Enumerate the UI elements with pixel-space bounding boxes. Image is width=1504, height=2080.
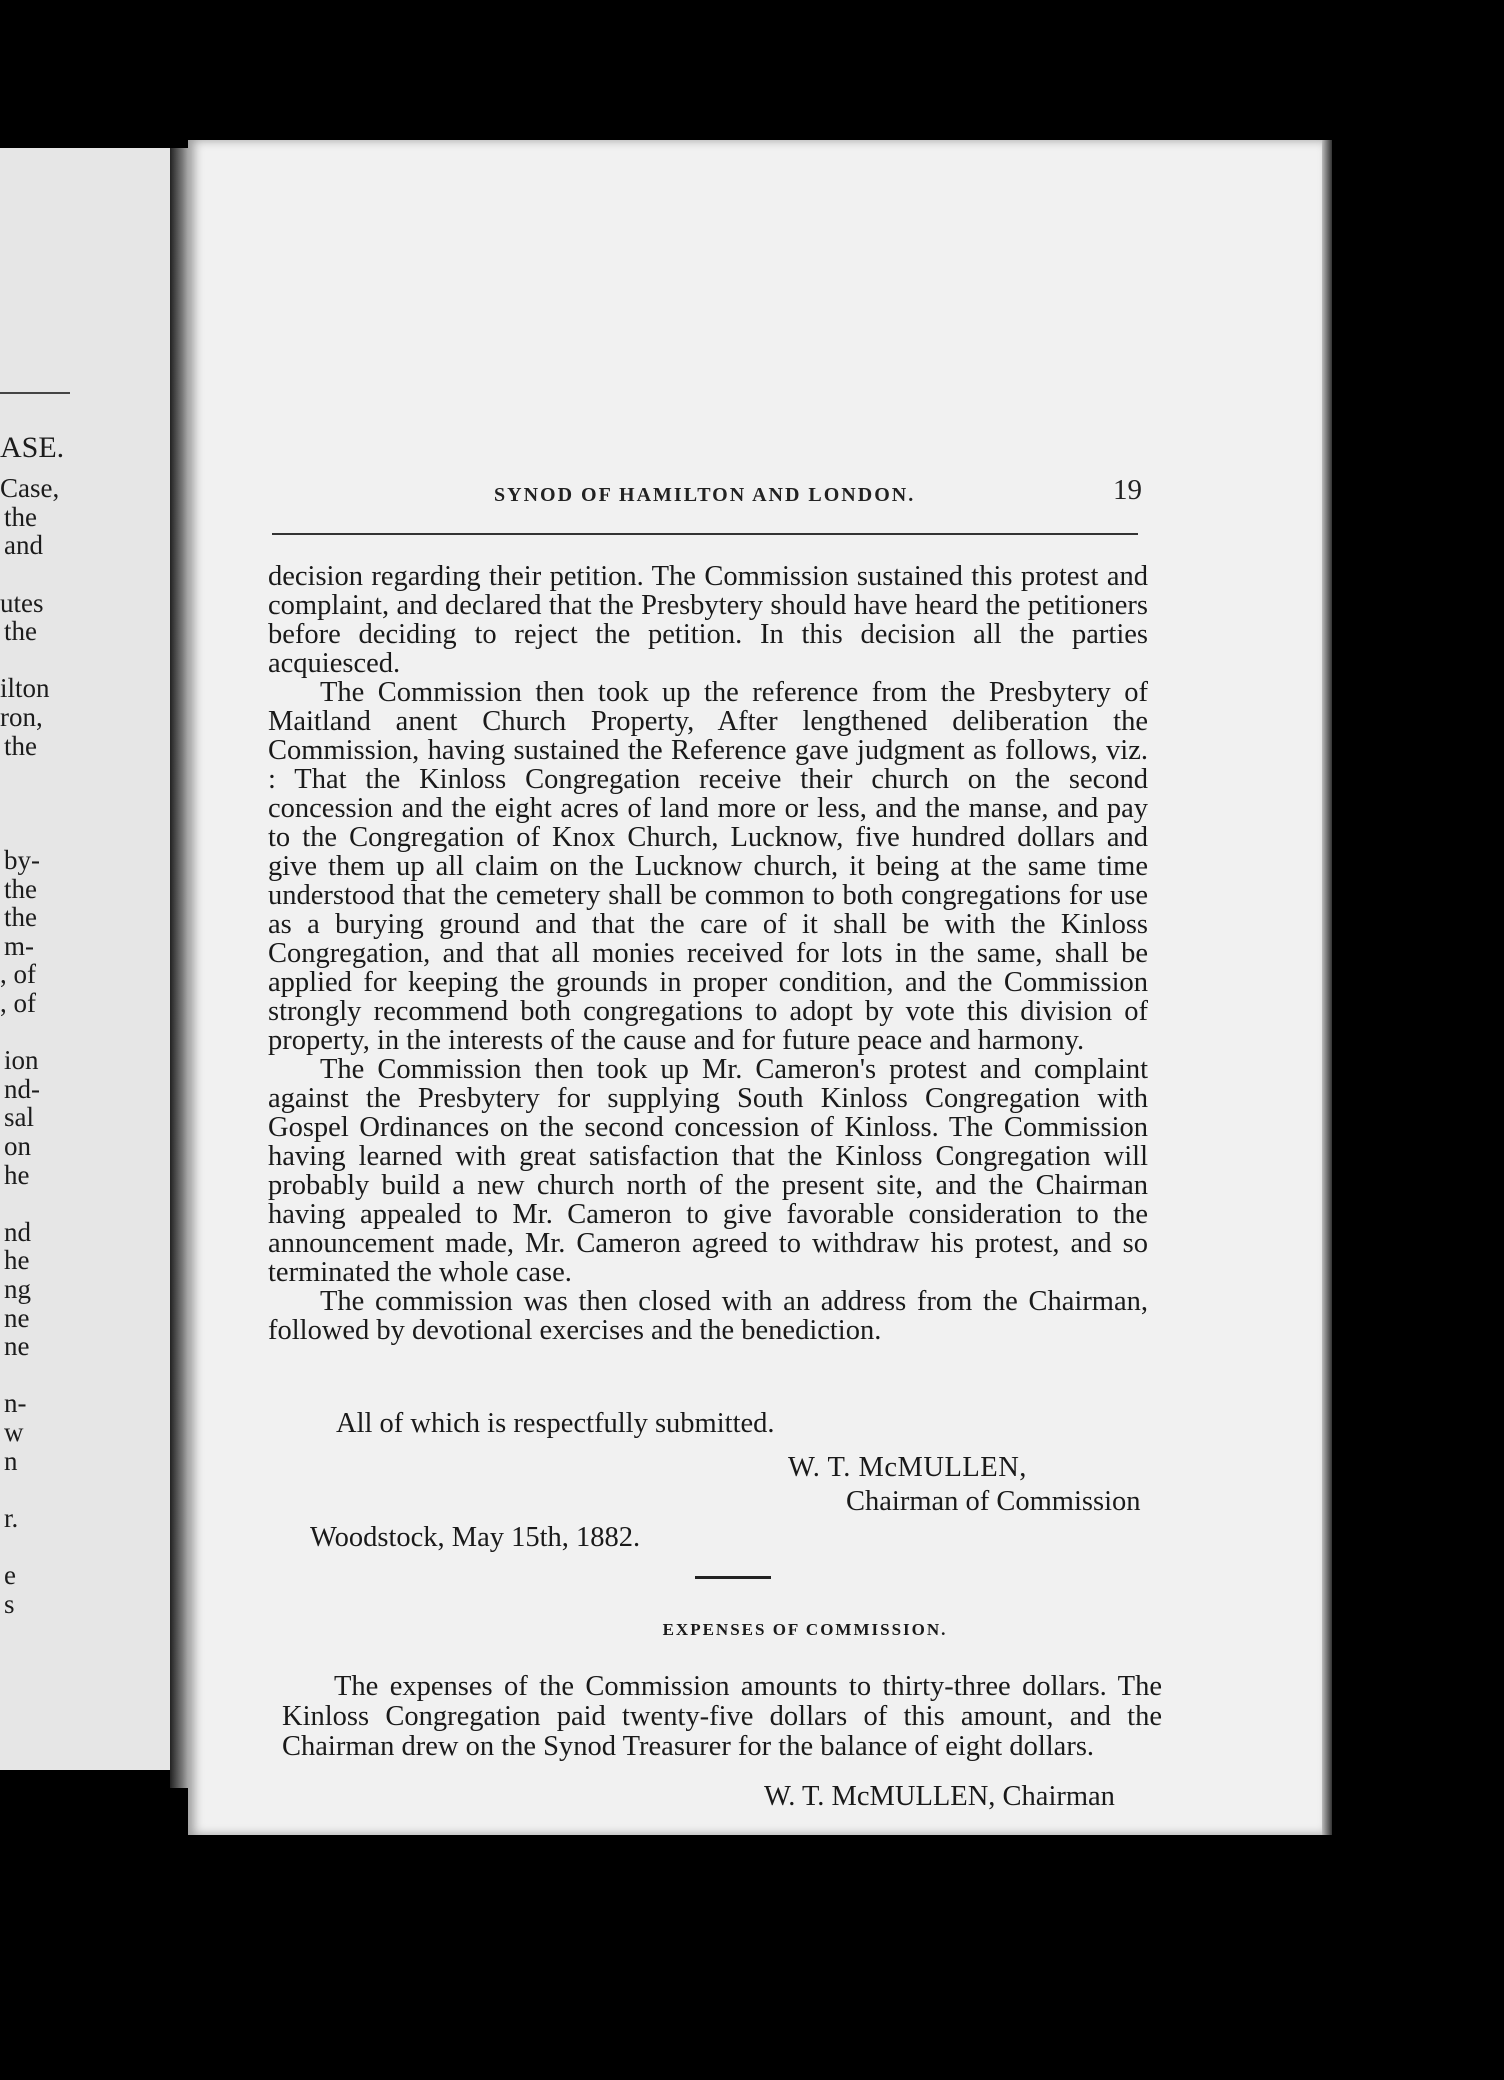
left-page-line: the (4, 873, 37, 904)
left-page-line: n (4, 1445, 18, 1476)
expenses-heading: EXPENSES OF COMMISSION. (662, 1620, 948, 1639)
left-page-line: the (4, 730, 37, 761)
submitted-line: All of which is respectfully submitted. (336, 1408, 775, 1439)
left-page-line: w (4, 1417, 24, 1447)
signer-title: Chairman of Commission (846, 1486, 1141, 1517)
paragraph: decision regarding their petition. The Commission sustained this protest and complaint, and declared that the Presbytery should have heard the petitioners before deciding to reject the petition. In this decision all the parties acquiesced. (268, 561, 1148, 679)
paragraph: The Commission then took up Mr. Cameron's protest and complaint against the Presbytery for supplying South Kinloss Congregation with Gospel Ordinances on the second concession of Kinloss. The Commission having learned with great satisfaction that the Kinloss Congregation will probably build a new church north of the present site, and the Chairman having appealed to Mr. Cameron to give favorable consideration to the announcement made, Mr. Cameron agreed to withdraw his protest, and so terminated the whole case. (268, 1054, 1148, 1288)
left-page-line: ne (4, 1302, 30, 1333)
section-divider (695, 1576, 771, 1579)
left-page-line: ASE. (0, 430, 65, 464)
left-page-line: Case, (0, 473, 60, 504)
left-page-line: he (4, 1159, 30, 1190)
left-page-line: and (4, 530, 43, 561)
left-page-line: s (4, 1588, 15, 1619)
left-page-line: utes (0, 587, 44, 618)
left-page-line: the (4, 616, 37, 647)
left-page-line: sal (4, 1102, 34, 1133)
header-rule (272, 533, 1138, 535)
left-page-line: r. (4, 1502, 19, 1533)
expenses-text (282, 1672, 1162, 1762)
left-page-line: ng (4, 1274, 31, 1304)
left-page-line: e (4, 1560, 16, 1590)
paragraph: The Commission then took up the reference from the Presbytery of Maitland anent Church Property, After lengthened deliberation the Commission, having sustained the Reference gave judgment as follows, viz. : That the Kinloss Congregation receive their church on the second concession and the eight acres of land more or less, and the manse, and pay to the Congregation of Knox Church, Lucknow, five hundred dollars and give them up all claim on the Lucknow church, it being at the same time understood that the cemetery shall be common to both congregations for use as a burying ground and that the care of it shall be with the Kinloss Congregation, and that all monies received for lots in the same, shall be applied for keeping the grounds in proper condition, and the Commission strongly recommend both congregations to adopt by vote this division of property, in the interests of the cause and for future peace and harmony. (268, 677, 1148, 1056)
left-page-line: nd (4, 1216, 31, 1247)
left-page-rule (0, 392, 70, 394)
left-page-line: the (4, 902, 37, 933)
running-head: SYNOD OF HAMILTON AND LONDON. (494, 484, 916, 506)
left-page-line: ron, (0, 702, 43, 732)
expenses-signature: W. T. McMULLEN, Chairman (764, 1781, 1115, 1812)
signer-name: W. T. McMULLEN, (788, 1452, 1027, 1483)
right-page (188, 140, 1322, 1835)
page-number: 19 (1113, 474, 1142, 506)
page-edge (1322, 140, 1332, 1835)
body-text (268, 562, 1148, 1345)
page-header (188, 474, 1322, 514)
paragraph: The expenses of the Commission amounts to thirty-three dollars. The Kinloss Congregation paid twenty-five dollars of this amount, and the Chairman drew on the Synod Treasurer for the balance of eight dollars. (282, 1671, 1162, 1762)
left-page-line: by- (4, 845, 40, 875)
left-page-line: m- (4, 930, 34, 961)
left-page-line: he (4, 1245, 30, 1276)
left-page-line: the (4, 501, 37, 532)
left-page-line: , of (0, 959, 36, 990)
left-page-fragment (0, 148, 174, 1770)
place-date: Woodstock, May 15th, 1882. (310, 1522, 641, 1553)
left-page-line: ne (4, 1331, 30, 1362)
left-page-line: ilton (0, 673, 50, 704)
left-page-line: on (4, 1131, 31, 1161)
left-page-line: nd- (4, 1073, 40, 1104)
left-page-line: ion (4, 1045, 39, 1076)
left-page-line: , of (0, 988, 36, 1018)
left-page-line: n- (4, 1388, 27, 1419)
paragraph: The commission was then closed with an address from the Chairman, followed by devotional exercises and the benediction. (268, 1286, 1148, 1346)
